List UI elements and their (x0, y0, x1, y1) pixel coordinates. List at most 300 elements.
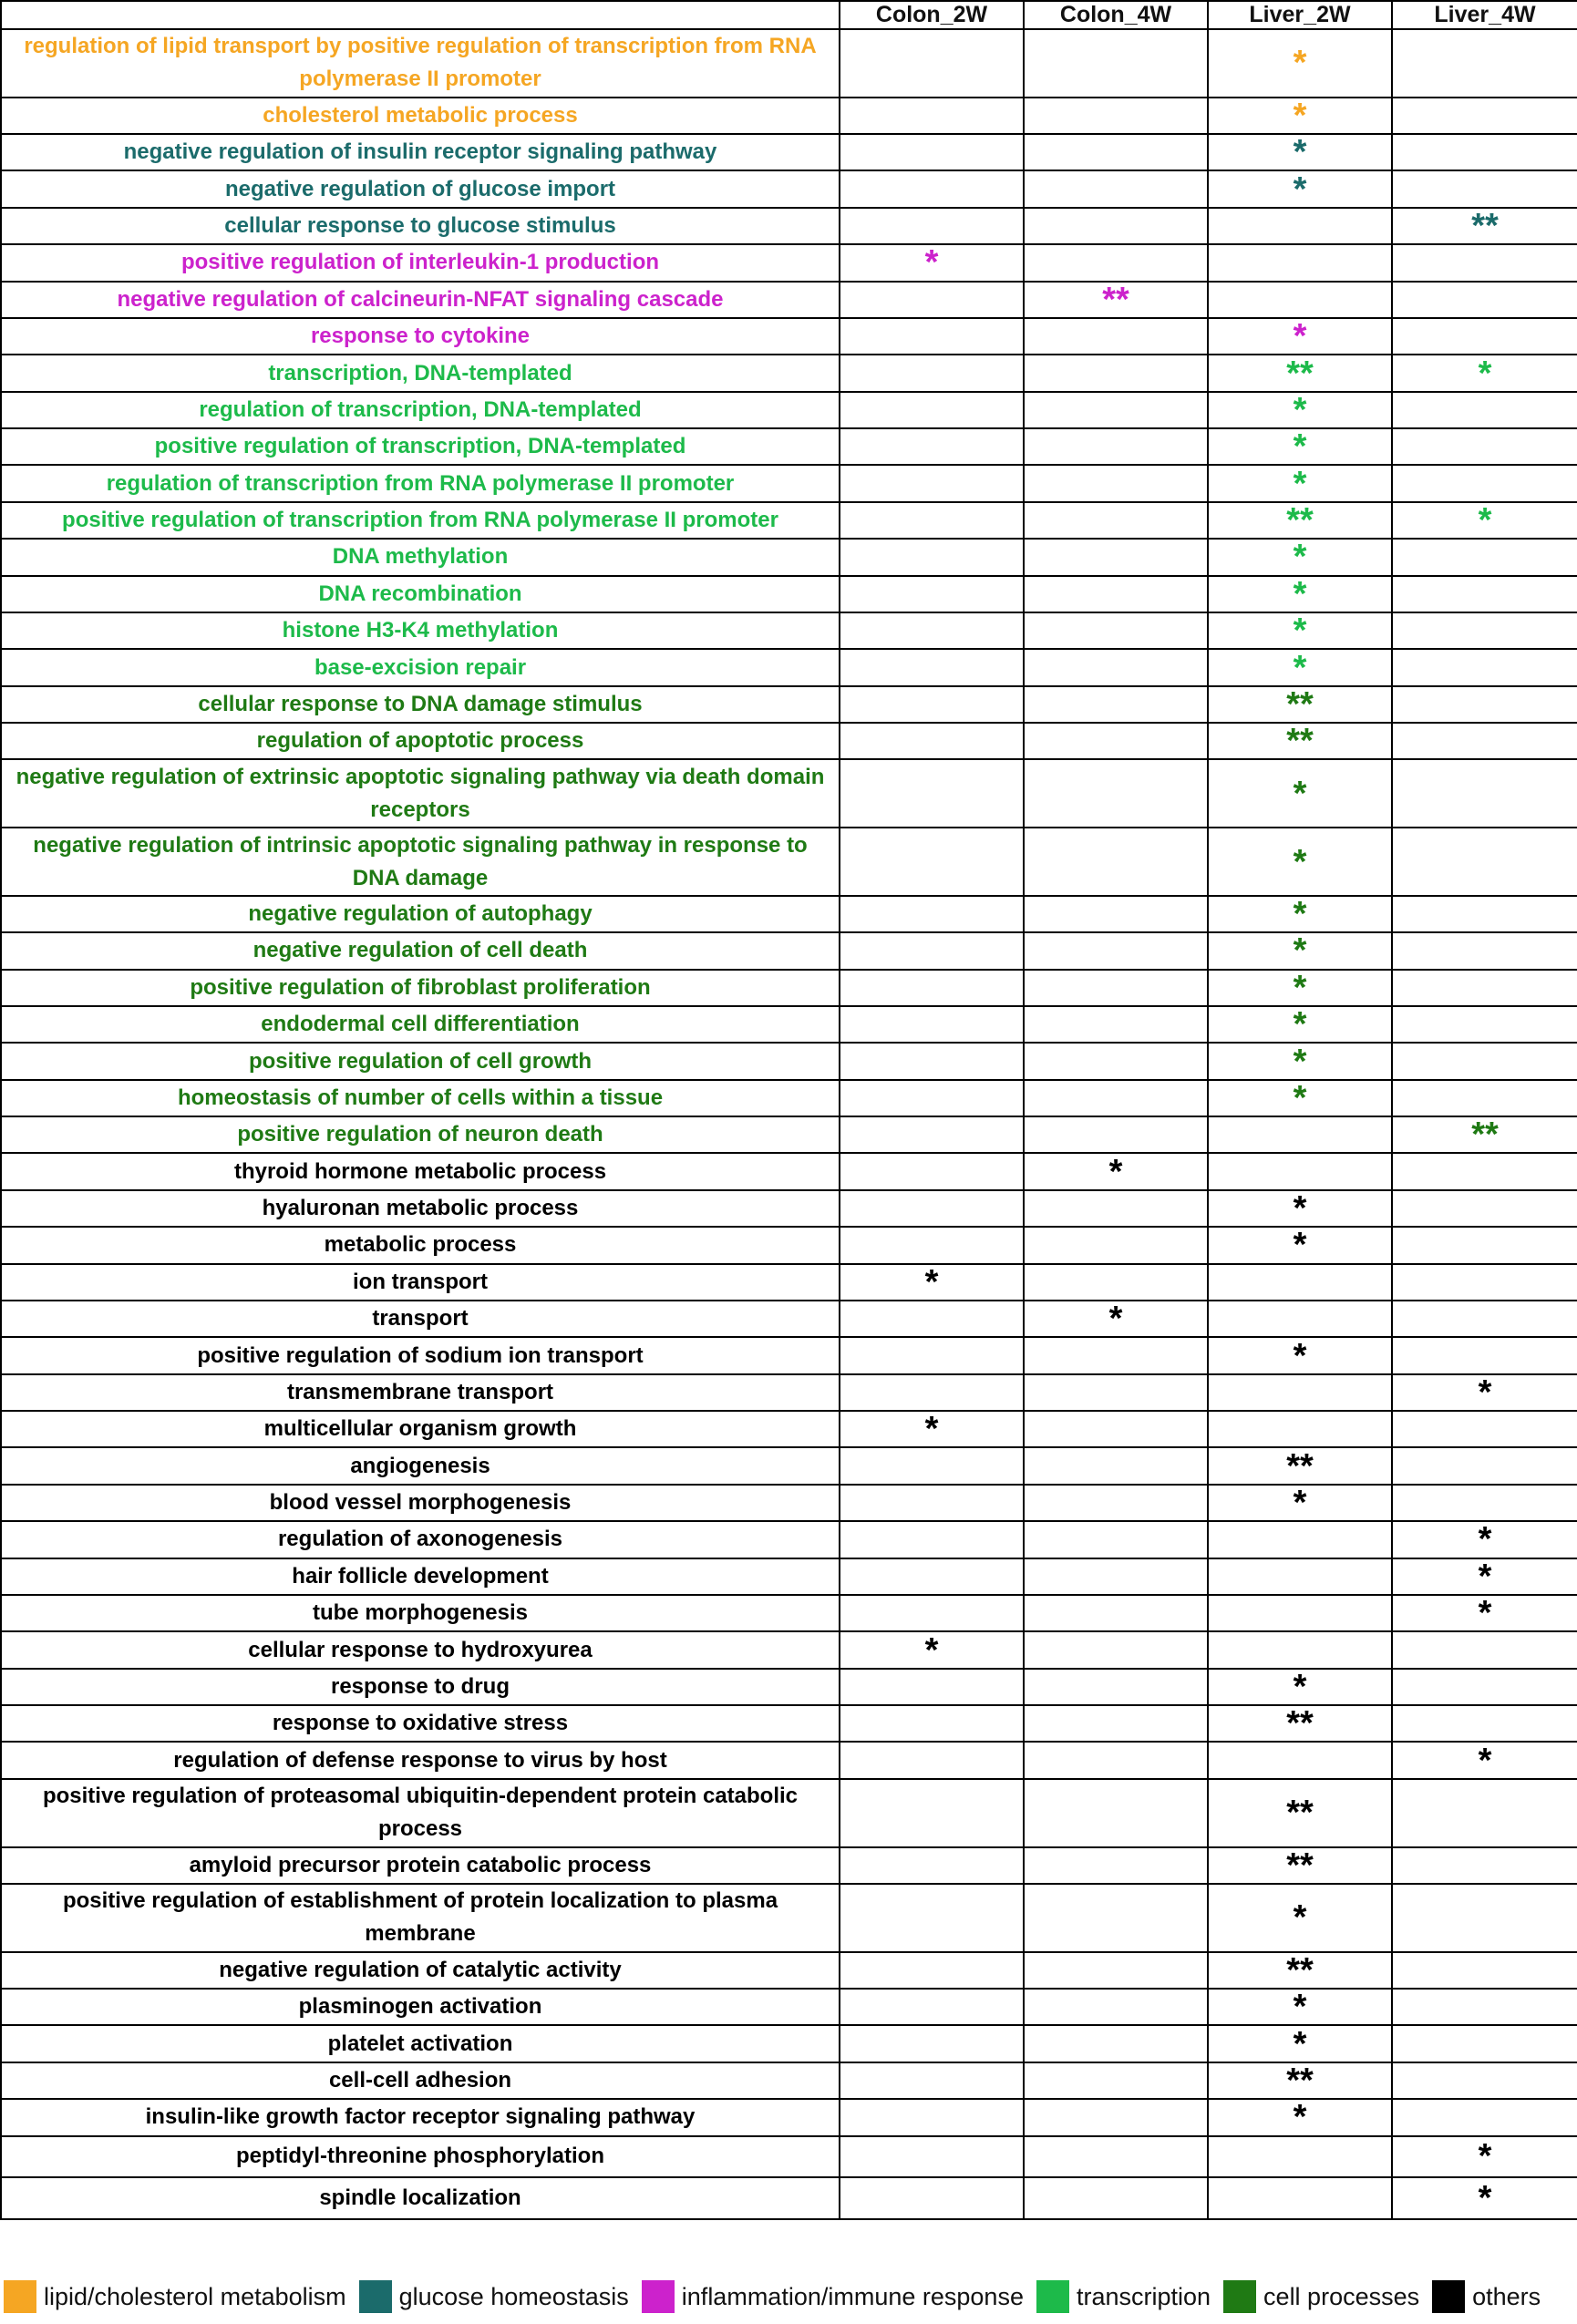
significance-cell (840, 465, 1024, 501)
legend-label: glucose homeostasis (398, 2282, 629, 2310)
significance-cell (1392, 1301, 1577, 1337)
term-cell: positive regulation of proteasomal ubiquitin-dependent protein catabolic process (1, 1779, 840, 1847)
significance-cell (840, 1116, 1024, 1153)
significance-cell (1024, 932, 1208, 969)
significance-cell (840, 2099, 1024, 2135)
significance-cell: * (1208, 29, 1392, 98)
table-row (1, 1779, 1577, 1847)
significance-cell: * (1208, 1043, 1392, 1079)
term-cell: positive regulation of sodium ion transport (1, 1337, 840, 1373)
significance-cell: * (1392, 502, 1577, 539)
significance-cell (1392, 170, 1577, 207)
significance-cell (1208, 208, 1392, 244)
significance-cell (1024, 2099, 1208, 2135)
significance-cell (1024, 29, 1208, 98)
significance-cell (1392, 649, 1577, 685)
significance-cell (840, 1989, 1024, 2025)
term-cell: regulation of transcription, DNA-templated (1, 392, 840, 428)
significance-cell (1024, 98, 1208, 134)
significance-cell (1392, 1447, 1577, 1484)
significance-cell (840, 1742, 1024, 1778)
term-cell: transmembrane transport (1, 1374, 840, 1411)
term-cell: angiogenesis (1, 1447, 840, 1484)
significance-cell: * (1208, 896, 1392, 932)
legend-item-cell (1223, 2280, 1419, 2313)
term-cell: ion transport (1, 1264, 840, 1301)
significance-cell (1024, 502, 1208, 539)
legend-swatch (4, 2280, 36, 2313)
term-cell: response to cytokine (1, 318, 840, 355)
term-cell: insulin-like growth factor receptor signaling pathway (1, 2099, 840, 2135)
significance-cell (1024, 1227, 1208, 1263)
significance-cell (840, 759, 1024, 828)
term-cell: base-excision repair (1, 649, 840, 685)
legend-swatch (359, 2280, 392, 2313)
significance-cell (840, 1595, 1024, 1631)
significance-cell: * (1208, 576, 1392, 612)
significance-cell (1392, 932, 1577, 969)
significance-cell: ** (1392, 208, 1577, 244)
term-cell: positive regulation of establishment of protein localization to plasma membrane (1, 1884, 840, 1952)
significance-cell (1392, 1669, 1577, 1705)
term-cell: cellular response to DNA damage stimulus (1, 686, 840, 723)
table-row (1, 1952, 1577, 1989)
term-cell: multicellular organism growth (1, 1411, 840, 1447)
term-cell: tube morphogenesis (1, 1595, 840, 1631)
significance-cell (1392, 1411, 1577, 1447)
significance-cell (1392, 282, 1577, 318)
significance-cell (840, 1447, 1024, 1484)
significance-cell (1024, 1006, 1208, 1043)
legend-swatch (1036, 2280, 1069, 2313)
significance-cell: * (840, 1411, 1024, 1447)
significance-cell (1024, 1779, 1208, 1847)
significance-cell (840, 539, 1024, 575)
term-cell: negative regulation of glucose import (1, 170, 840, 207)
significance-cell (1392, 1705, 1577, 1742)
significance-cell (1024, 539, 1208, 575)
significance-cell: * (1024, 1301, 1208, 1337)
significance-cell (1024, 1116, 1208, 1153)
significance-cell: ** (1208, 1447, 1392, 1484)
significance-cell (1392, 1847, 1577, 1884)
significance-cell: * (1392, 2177, 1577, 2219)
term-cell: amyloid precursor protein catabolic process (1, 1847, 840, 1884)
significance-cell (1024, 1847, 1208, 1884)
significance-cell: * (1208, 392, 1392, 428)
significance-cell (1208, 1411, 1392, 1447)
significance-cell (840, 1301, 1024, 1337)
significance-cell (840, 1485, 1024, 1521)
table-row (1, 1742, 1577, 1778)
term-cell: regulation of axonogenesis (1, 1521, 840, 1558)
significance-cell (1208, 1264, 1392, 1301)
table-row (1, 2025, 1577, 2062)
significance-cell: * (1208, 612, 1392, 649)
significance-cell (1392, 244, 1577, 281)
significance-cell (840, 1374, 1024, 1411)
term-cell: regulation of defense response to virus by host (1, 1742, 840, 1778)
significance-cell: * (1208, 318, 1392, 355)
table-row (1, 1631, 1577, 1668)
table-row (1, 208, 1577, 244)
significance-cell: * (1208, 759, 1392, 828)
significance-cell (840, 282, 1024, 318)
term-cell: homeostasis of number of cells within a tissue (1, 1080, 840, 1116)
table-row (1, 1116, 1577, 1153)
significance-cell: * (1208, 539, 1392, 575)
significance-cell (1392, 1190, 1577, 1227)
significance-cell (1392, 1884, 1577, 1952)
significance-cell (1392, 686, 1577, 723)
significance-cell (1024, 1631, 1208, 1668)
significance-cell (1024, 1043, 1208, 1079)
significance-cell: * (840, 1264, 1024, 1301)
significance-cell (1024, 355, 1208, 391)
table-row (1, 170, 1577, 207)
significance-cell: * (1208, 134, 1392, 170)
term-cell: transport (1, 1301, 840, 1337)
header-row (1, 1, 1577, 29)
significance-cell (840, 1705, 1024, 1742)
significance-cell (1024, 2062, 1208, 2099)
significance-cell (1392, 29, 1577, 98)
significance-cell (1024, 1669, 1208, 1705)
significance-cell (1392, 1043, 1577, 1079)
term-cell: hair follicle development (1, 1558, 840, 1595)
significance-cell (1024, 1952, 1208, 1989)
significance-cell (840, 1337, 1024, 1373)
significance-cell: * (1208, 1080, 1392, 1116)
significance-cell (840, 29, 1024, 98)
table-row (1, 723, 1577, 759)
table-row (1, 318, 1577, 355)
significance-cell (840, 98, 1024, 134)
significance-cell (840, 134, 1024, 170)
significance-cell: * (1208, 1884, 1392, 1952)
significance-cell (1392, 828, 1577, 896)
term-cell: cellular response to glucose stimulus (1, 208, 840, 244)
table-row (1, 1989, 1577, 2025)
term-cell: platelet activation (1, 2025, 840, 2062)
significance-cell (1024, 759, 1208, 828)
table-row (1, 1705, 1577, 1742)
table-row (1, 244, 1577, 281)
significance-cell (1392, 612, 1577, 649)
table-row (1, 576, 1577, 612)
significance-cell (840, 208, 1024, 244)
significance-cell (1024, 970, 1208, 1006)
column-header: Colon_2W (840, 1, 1024, 29)
table-row (1, 828, 1577, 896)
significance-cell (1392, 723, 1577, 759)
significance-cell (1392, 428, 1577, 465)
significance-cell (1024, 828, 1208, 896)
legend-item-lipid (4, 2280, 346, 2313)
significance-cell: * (1208, 2099, 1392, 2135)
significance-cell (1024, 1485, 1208, 1521)
significance-cell (1392, 576, 1577, 612)
significance-cell (840, 828, 1024, 896)
significance-cell (1208, 1301, 1392, 1337)
significance-cell (1024, 649, 1208, 685)
significance-cell: * (1208, 1006, 1392, 1043)
significance-cell (1024, 1884, 1208, 1952)
significance-cell (1024, 1521, 1208, 1558)
table-row (1, 759, 1577, 828)
significance-cell: ** (1024, 282, 1208, 318)
table-row (1, 2136, 1577, 2177)
term-cell: negative regulation of intrinsic apoptotic signaling pathway in response to DNA damage (1, 828, 840, 896)
table-row (1, 1153, 1577, 1189)
table-row (1, 1080, 1577, 1116)
table-row (1, 539, 1577, 575)
significance-cell: * (1208, 98, 1392, 134)
table-row (1, 1337, 1577, 1373)
significance-cell (1392, 2025, 1577, 2062)
significance-cell (1024, 1190, 1208, 1227)
table-row (1, 98, 1577, 134)
significance-cell: * (1392, 2136, 1577, 2177)
term-cell: positive regulation of cell growth (1, 1043, 840, 1079)
table-row (1, 1884, 1577, 1952)
term-cell: DNA recombination (1, 576, 840, 612)
term-cell: endodermal cell differentiation (1, 1006, 840, 1043)
significance-cell (1024, 465, 1208, 501)
legend-item-transcription (1036, 2280, 1211, 2313)
significance-cell (840, 1669, 1024, 1705)
significance-cell (1392, 392, 1577, 428)
term-cell: spindle localization (1, 2177, 840, 2219)
significance-cell (1392, 1080, 1577, 1116)
column-header: Liver_2W (1208, 1, 1392, 29)
table-row (1, 1006, 1577, 1043)
significance-cell (840, 318, 1024, 355)
column-header: Colon_4W (1024, 1, 1208, 29)
significance-cell (1392, 1485, 1577, 1521)
legend (0, 2278, 1577, 2315)
significance-cell: * (1392, 1595, 1577, 1631)
significance-cell: * (1392, 1558, 1577, 1595)
significance-cell (1024, 612, 1208, 649)
significance-cell (1392, 970, 1577, 1006)
legend-swatch (1432, 2280, 1465, 2313)
significance-cell (1392, 1952, 1577, 1989)
table-row (1, 428, 1577, 465)
table-row (1, 2177, 1577, 2219)
term-cell: regulation of lipid transport by positive regulation of transcription from RNA polymerase II promoter (1, 29, 840, 98)
significance-cell (1208, 1558, 1392, 1595)
significance-cell: ** (1208, 2062, 1392, 2099)
significance-cell (1392, 2099, 1577, 2135)
significance-cell (1024, 1080, 1208, 1116)
significance-cell (840, 1847, 1024, 1884)
table-row (1, 29, 1577, 98)
legend-item-glucose (359, 2280, 629, 2313)
table-row (1, 134, 1577, 170)
term-cell: negative regulation of catalytic activity (1, 1952, 840, 1989)
significance-cell (1392, 318, 1577, 355)
significance-cell (840, 649, 1024, 685)
term-cell: cholesterol metabolic process (1, 98, 840, 134)
significance-cell (1392, 1264, 1577, 1301)
significance-cell (840, 1558, 1024, 1595)
significance-cell (840, 2177, 1024, 2219)
significance-cell (1208, 2177, 1392, 2219)
table-row (1, 1227, 1577, 1263)
term-cell: positive regulation of neuron death (1, 1116, 840, 1153)
significance-cell (840, 576, 1024, 612)
significance-cell (1024, 2177, 1208, 2219)
table-row (1, 355, 1577, 391)
table-row (1, 896, 1577, 932)
significance-cell (1024, 1337, 1208, 1373)
term-cell: positive regulation of transcription from RNA polymerase II promoter (1, 502, 840, 539)
significance-cell (1392, 1779, 1577, 1847)
term-cell: positive regulation of fibroblast proliferation (1, 970, 840, 1006)
significance-cell: ** (1208, 355, 1392, 391)
table-row (1, 392, 1577, 428)
significance-cell: * (1392, 1742, 1577, 1778)
significance-cell (1208, 244, 1392, 281)
significance-cell: ** (1208, 723, 1392, 759)
table-row (1, 1447, 1577, 1484)
significance-cell (840, 1190, 1024, 1227)
significance-cell (840, 932, 1024, 969)
significance-cell (840, 502, 1024, 539)
significance-cell (840, 612, 1024, 649)
significance-cell (1024, 686, 1208, 723)
table-row (1, 1669, 1577, 1705)
significance-cell (840, 970, 1024, 1006)
significance-cell (840, 1952, 1024, 1989)
significance-cell (1024, 723, 1208, 759)
term-cell: negative regulation of autophagy (1, 896, 840, 932)
significance-cell (1024, 2136, 1208, 2177)
significance-cell (840, 896, 1024, 932)
table-row (1, 686, 1577, 723)
significance-cell (1392, 1337, 1577, 1373)
term-cell: response to drug (1, 1669, 840, 1705)
significance-cell (1024, 2025, 1208, 2062)
significance-cell (1392, 1989, 1577, 2025)
legend-label: cell processes (1263, 2282, 1420, 2310)
table-row (1, 1847, 1577, 1884)
legend-label: lipid/cholesterol metabolism (44, 2282, 346, 2310)
significance-cell (840, 2136, 1024, 2177)
significance-cell (1024, 576, 1208, 612)
significance-cell (1024, 428, 1208, 465)
significance-cell: * (1208, 170, 1392, 207)
significance-cell (1024, 1264, 1208, 1301)
significance-cell (1392, 1006, 1577, 1043)
legend-item-inflammation (642, 2280, 1024, 2313)
significance-cell (1024, 1595, 1208, 1631)
table-row (1, 932, 1577, 969)
term-cell: cellular response to hydroxyurea (1, 1631, 840, 1668)
significance-cell (1208, 1521, 1392, 1558)
table-row (1, 2062, 1577, 2099)
significance-cell (1392, 98, 1577, 134)
term-cell: cell-cell adhesion (1, 2062, 840, 2099)
significance-cell: ** (1208, 686, 1392, 723)
term-cell: blood vessel morphogenesis (1, 1485, 840, 1521)
significance-cell (1024, 318, 1208, 355)
term-cell: DNA methylation (1, 539, 840, 575)
legend-label: others (1472, 2282, 1541, 2310)
significance-cell: * (1392, 1374, 1577, 1411)
significance-cell: * (1392, 1521, 1577, 1558)
legend-label: transcription (1076, 2282, 1211, 2310)
term-cell: transcription, DNA-templated (1, 355, 840, 391)
legend-item-others (1432, 2280, 1541, 2313)
term-cell: regulation of transcription from RNA polymerase II promoter (1, 465, 840, 501)
significance-cell (1208, 1631, 1392, 1668)
table-row (1, 970, 1577, 1006)
table-row (1, 2099, 1577, 2135)
significance-cell: * (1208, 1669, 1392, 1705)
legend-label: inflammation/immune response (681, 2282, 1024, 2310)
significance-cell (840, 2062, 1024, 2099)
significance-cell: * (1208, 1337, 1392, 1373)
significance-cell (1392, 134, 1577, 170)
table-row (1, 649, 1577, 685)
significance-cell (1024, 1558, 1208, 1595)
significance-cell (1024, 208, 1208, 244)
significance-cell: * (1392, 355, 1577, 391)
significance-cell (1208, 1116, 1392, 1153)
term-cell: regulation of apoptotic process (1, 723, 840, 759)
table-row (1, 1374, 1577, 1411)
table-row (1, 612, 1577, 649)
table-row (1, 1411, 1577, 1447)
significance-cell: * (1208, 465, 1392, 501)
significance-cell (1024, 392, 1208, 428)
legend-swatch (1223, 2280, 1256, 2313)
significance-cell: ** (1208, 1705, 1392, 1742)
significance-cell (1208, 2136, 1392, 2177)
term-cell: thyroid hormone metabolic process (1, 1153, 840, 1189)
significance-cell (1392, 1227, 1577, 1263)
table-row (1, 282, 1577, 318)
table-body (1, 29, 1577, 2219)
significance-cell: * (1208, 649, 1392, 685)
significance-cell: ** (1208, 502, 1392, 539)
table-row (1, 1043, 1577, 1079)
table-row (1, 1190, 1577, 1227)
significance-cell: ** (1208, 1952, 1392, 1989)
significance-cell (1024, 170, 1208, 207)
significance-cell: * (1208, 932, 1392, 969)
significance-cell (1392, 539, 1577, 575)
significance-cell: * (840, 1631, 1024, 1668)
term-cell: histone H3-K4 methylation (1, 612, 840, 649)
significance-cell (1208, 1595, 1392, 1631)
table-row (1, 1558, 1577, 1595)
legend-swatch (642, 2280, 675, 2313)
term-cell: positive regulation of transcription, DNA-templated (1, 428, 840, 465)
significance-cell (840, 1227, 1024, 1263)
significance-cell (1392, 2062, 1577, 2099)
significance-cell (1024, 134, 1208, 170)
significance-cell (840, 170, 1024, 207)
significance-cell: ** (1208, 1779, 1392, 1847)
significance-cell: ** (1392, 1116, 1577, 1153)
significance-cell (840, 1521, 1024, 1558)
term-cell: peptidyl-threonine phosphorylation (1, 2136, 840, 2177)
term-cell: metabolic process (1, 1227, 840, 1263)
significance-cell (1024, 1411, 1208, 1447)
